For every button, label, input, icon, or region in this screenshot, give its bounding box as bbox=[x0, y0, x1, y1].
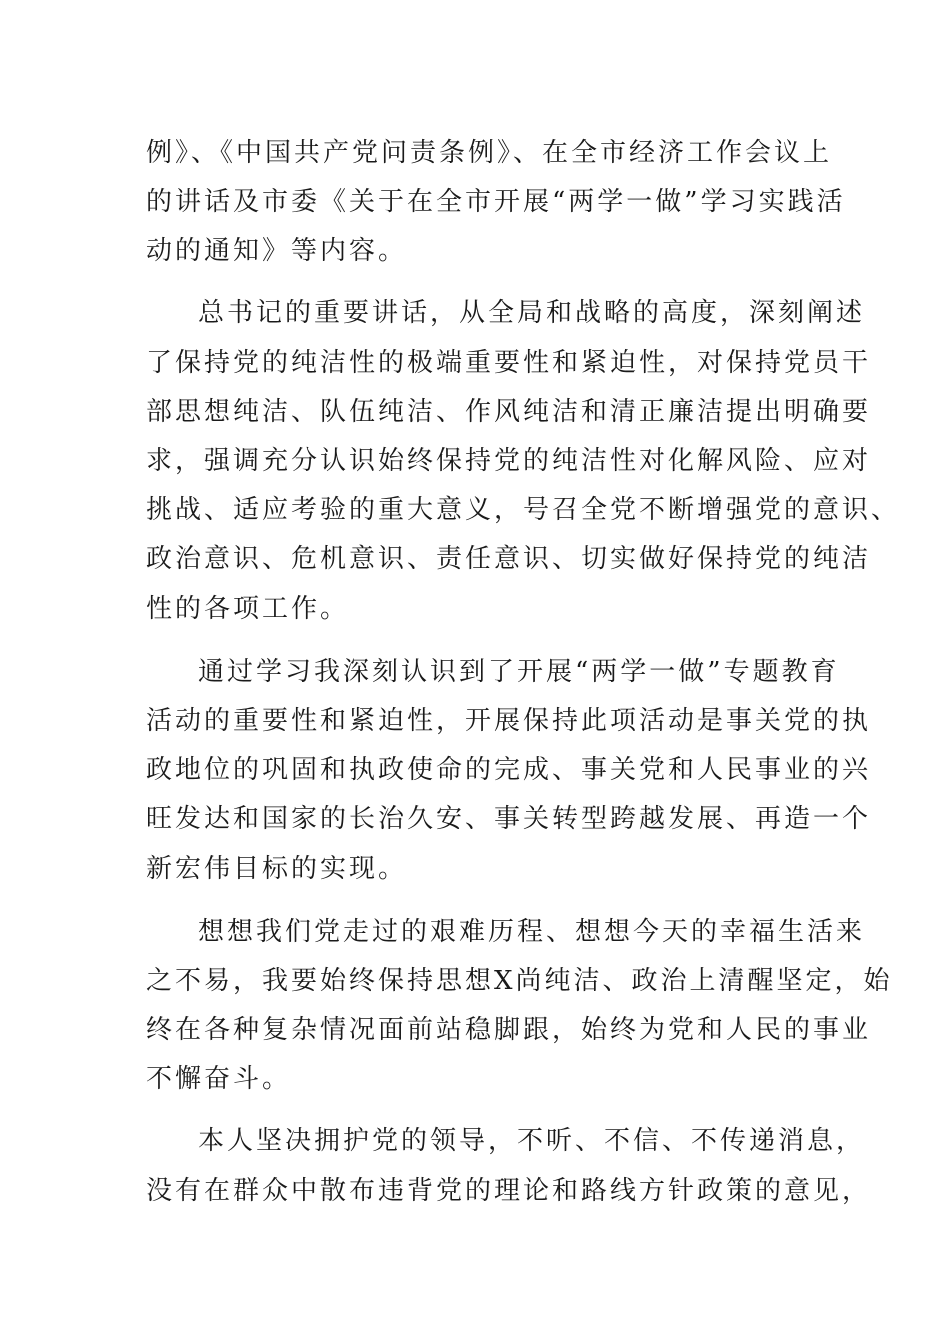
text-line: 政治意识、危机意识、责任意识、切实做好保持党的纯洁 bbox=[146, 544, 872, 574]
text-line: 活动的重要性和紧迫性，开展保持此项活动是事关党的执 bbox=[146, 706, 872, 736]
text-line: 通过学习我深刻认识到了开展“两学一做”专题教育 bbox=[198, 657, 840, 687]
text-line: 求，强调充分认识始终保持党的纯洁性对化解风险、应对 bbox=[146, 446, 872, 476]
text-line: 性的各项工作。 bbox=[146, 594, 350, 624]
text-line: 想想我们党走过的艰难历程、想想今天的幸福生活来 bbox=[198, 917, 866, 947]
text-line: 政地位的巩固和执政使命的完成、事关党和人民事业的兴 bbox=[146, 755, 872, 785]
text-line: 之不易，我要始终保持思想X尚纯洁、政治上清醒坚定，始 bbox=[146, 966, 893, 996]
text-line: 没有在群众中散布违背党的理论和路线方针政策的意见， bbox=[146, 1176, 872, 1206]
text-line: 了保持党的纯洁性的极端重要性和紧迫性，对保持党员干 bbox=[146, 348, 872, 378]
text-line: 动的通知》等内容。 bbox=[146, 236, 408, 266]
text-line: 的讲话及市委《关于在全市开展“两学一做”学习实践活 bbox=[146, 187, 846, 217]
text-line: 挑战、适应考验的重大意义，号召全党不断增强党的意识、 bbox=[146, 495, 901, 525]
text-line: 终在各种复杂情况面前站稳脚跟，始终为党和人民的事业 bbox=[146, 1015, 872, 1045]
text-line: 本人坚决拥护党的领导，不听、不信、不传递消息， bbox=[198, 1126, 866, 1156]
text-line: 新宏伟目标的实现。 bbox=[146, 854, 408, 884]
text-line: 不懈奋斗。 bbox=[146, 1064, 292, 1094]
text-line: 例》、《中国共产党问责条例》、在全市经济工作会议上 bbox=[146, 138, 833, 168]
text-line: 总书记的重要讲话，从全局和战略的高度，深刻阐述 bbox=[198, 298, 866, 328]
text-line: 部思想纯洁、队伍纯洁、作风纯洁和清正廉洁提出明确要 bbox=[146, 397, 872, 427]
text-line: 旺发达和国家的长治久安、事关转型跨越发展、再造一个 bbox=[146, 804, 872, 834]
